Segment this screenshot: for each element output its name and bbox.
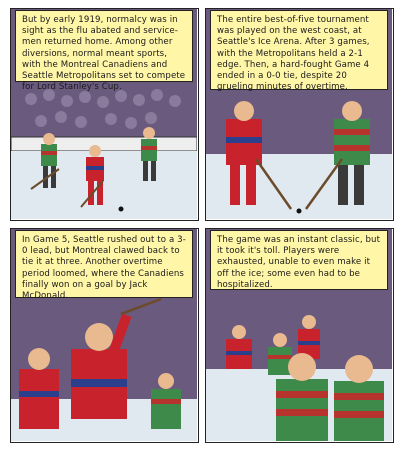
caption-panel-4: The game was an instant classic, but it took it's toll. Players were exhausted, unable to even make it off the ice; some even had to be hospitalized.: [210, 230, 388, 290]
caption-panel-1: But by early 1919, normalcy was in sight as the flu abated and service-men returned home. Among other diversions, normal meant sports, with the Montreal Canadiens and Seattle Metropolitans set to compete for Lord Stanley's Cup.: [15, 10, 193, 82]
caption-panel-3: In Game 5, Seattle rushed out to a 3-0 lead, but Montreal clawed back to tie it at three. Another overtime period loomed, where the Canadiens finally won on a goal by Jack McDonald.: [15, 230, 193, 298]
caption-panel-2: The entire best-of-five tournament was played on the west coast, at Seattle's Ice Arena. After 3 games, with the Metropolitans held a 2-1 edge. Then, a hard-fought Game 4 ended in a 0-0 tie, despite 20 grueling minutes of overtime.: [210, 10, 388, 90]
